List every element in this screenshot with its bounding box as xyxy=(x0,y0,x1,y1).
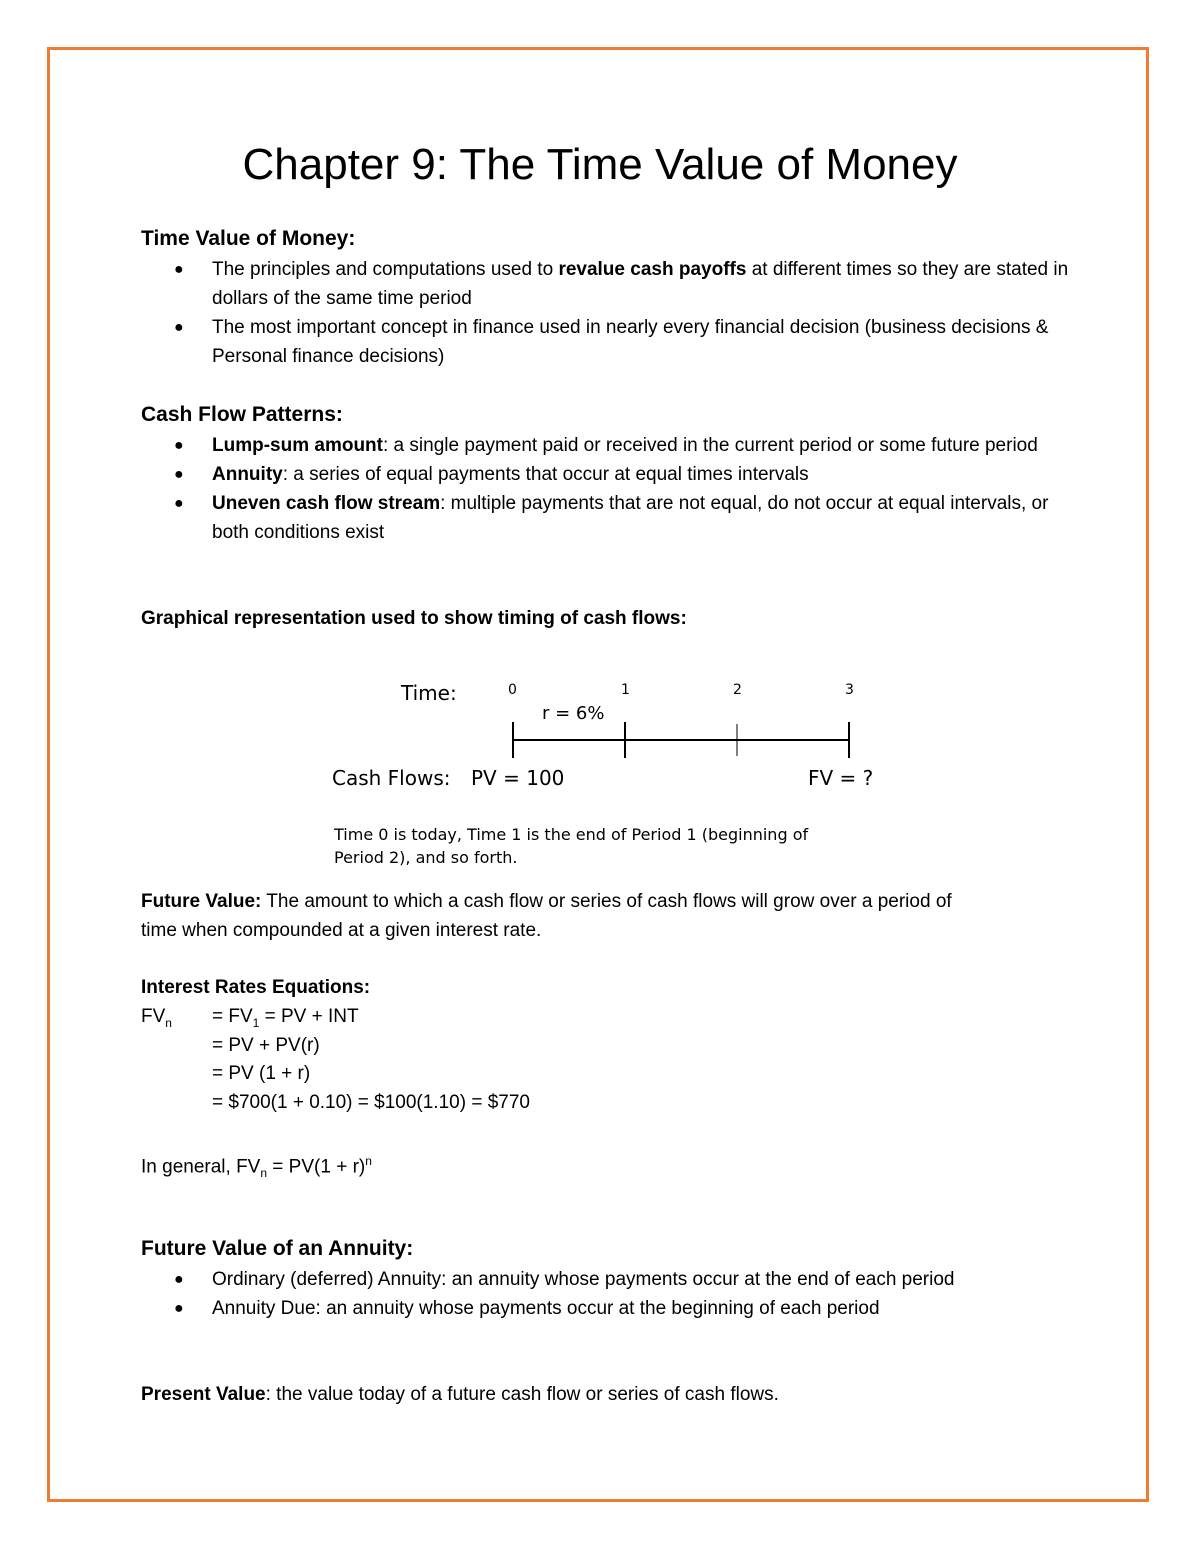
bullet-icon: ● xyxy=(174,466,184,483)
fv-definition-line-2: time when compounded at a given interest rate. xyxy=(141,920,542,941)
list-item: ● Annuity: a series of equal payments that occur at equal times intervals xyxy=(212,460,1072,489)
tvm-list xyxy=(174,255,1072,371)
list-item: ● Annuity Due: an annuity whose payments occur at the beginning of each period xyxy=(212,1294,1032,1323)
bullet-icon: ● xyxy=(174,1300,184,1317)
bullet-icon: ● xyxy=(174,261,184,278)
bullet-icon: ● xyxy=(174,1271,184,1288)
fv-definition-line-1: Future Value: The amount to which a cash flow or series of cash flows will grow over a period of xyxy=(141,891,952,912)
graph-heading: Graphical representation used to show timing of cash flows: xyxy=(141,608,687,629)
caption-line-1: Time 0 is today, Time 1 is the end of Period 1 (beginning of xyxy=(334,825,809,844)
pv-definition: Present Value: the value today of a future cash flow or series of cash flows. xyxy=(141,1384,779,1405)
cash-flows-label: Cash Flows: xyxy=(332,766,451,790)
rate-label: r = 6% xyxy=(542,703,605,724)
eq-line-1: = $FV_1$ = PV + INT xyxy=(212,1006,359,1030)
list-item: ● Ordinary (deferred) Annuity: an annuity whose payments occur at the end of each period xyxy=(212,1265,1032,1294)
fva-list xyxy=(174,1265,1032,1323)
tick-label-3: 3 xyxy=(845,682,854,698)
list-item: ● Lump-sum amount: a single payment paid or received in the current period or some future period xyxy=(212,431,1072,460)
cfp-heading: Cash Flow Patterns: xyxy=(141,403,343,426)
bullet-icon: ● xyxy=(174,437,184,454)
eq-line-3: = PV (1 + r) xyxy=(212,1063,311,1084)
tick-label-0: 0 xyxy=(508,682,517,698)
cfp-list xyxy=(174,431,1072,547)
bullet-icon: ● xyxy=(174,495,184,512)
eq-fvn: $FV_n$ xyxy=(141,1006,172,1030)
time-label: Time: xyxy=(401,681,457,705)
list-item: ● The most important concept in finance used in nearly every financial decision (business decisions & Personal finance decisions) xyxy=(212,313,1072,371)
fva-heading: Future Value of an Annuity: xyxy=(141,1237,414,1260)
eq-line-2: = PV + PV(r) xyxy=(212,1035,320,1056)
eq-line-4: = $700(1 + 0.10) = $100(1.10) = $770 xyxy=(212,1092,530,1113)
tick-label-2: 2 xyxy=(733,682,742,698)
ire-heading: Interest Rates Equations: xyxy=(141,977,371,998)
list-item: ● The principles and computations used to revalue cash payoffs at different times so they are stated in dollars of the same time period xyxy=(212,255,1072,313)
fv-label: FV = ? xyxy=(808,766,874,790)
tick-label-1: 1 xyxy=(621,682,630,698)
page-title: Chapter 9: The Time Value of Money xyxy=(242,140,958,189)
bullet-icon: ● xyxy=(174,319,184,336)
general-formula: In general, $FV_n = PV(1 + r)^n$ xyxy=(141,1154,372,1181)
list-item: ● Uneven cash flow stream: multiple payments that are not equal, do not occur at equal intervals, or both conditions exist xyxy=(212,489,1072,547)
caption-line-2: Period 2), and so forth. xyxy=(334,848,518,867)
tvm-heading: Time Value of Money: xyxy=(141,227,356,250)
pv-label: PV = 100 xyxy=(471,766,565,790)
